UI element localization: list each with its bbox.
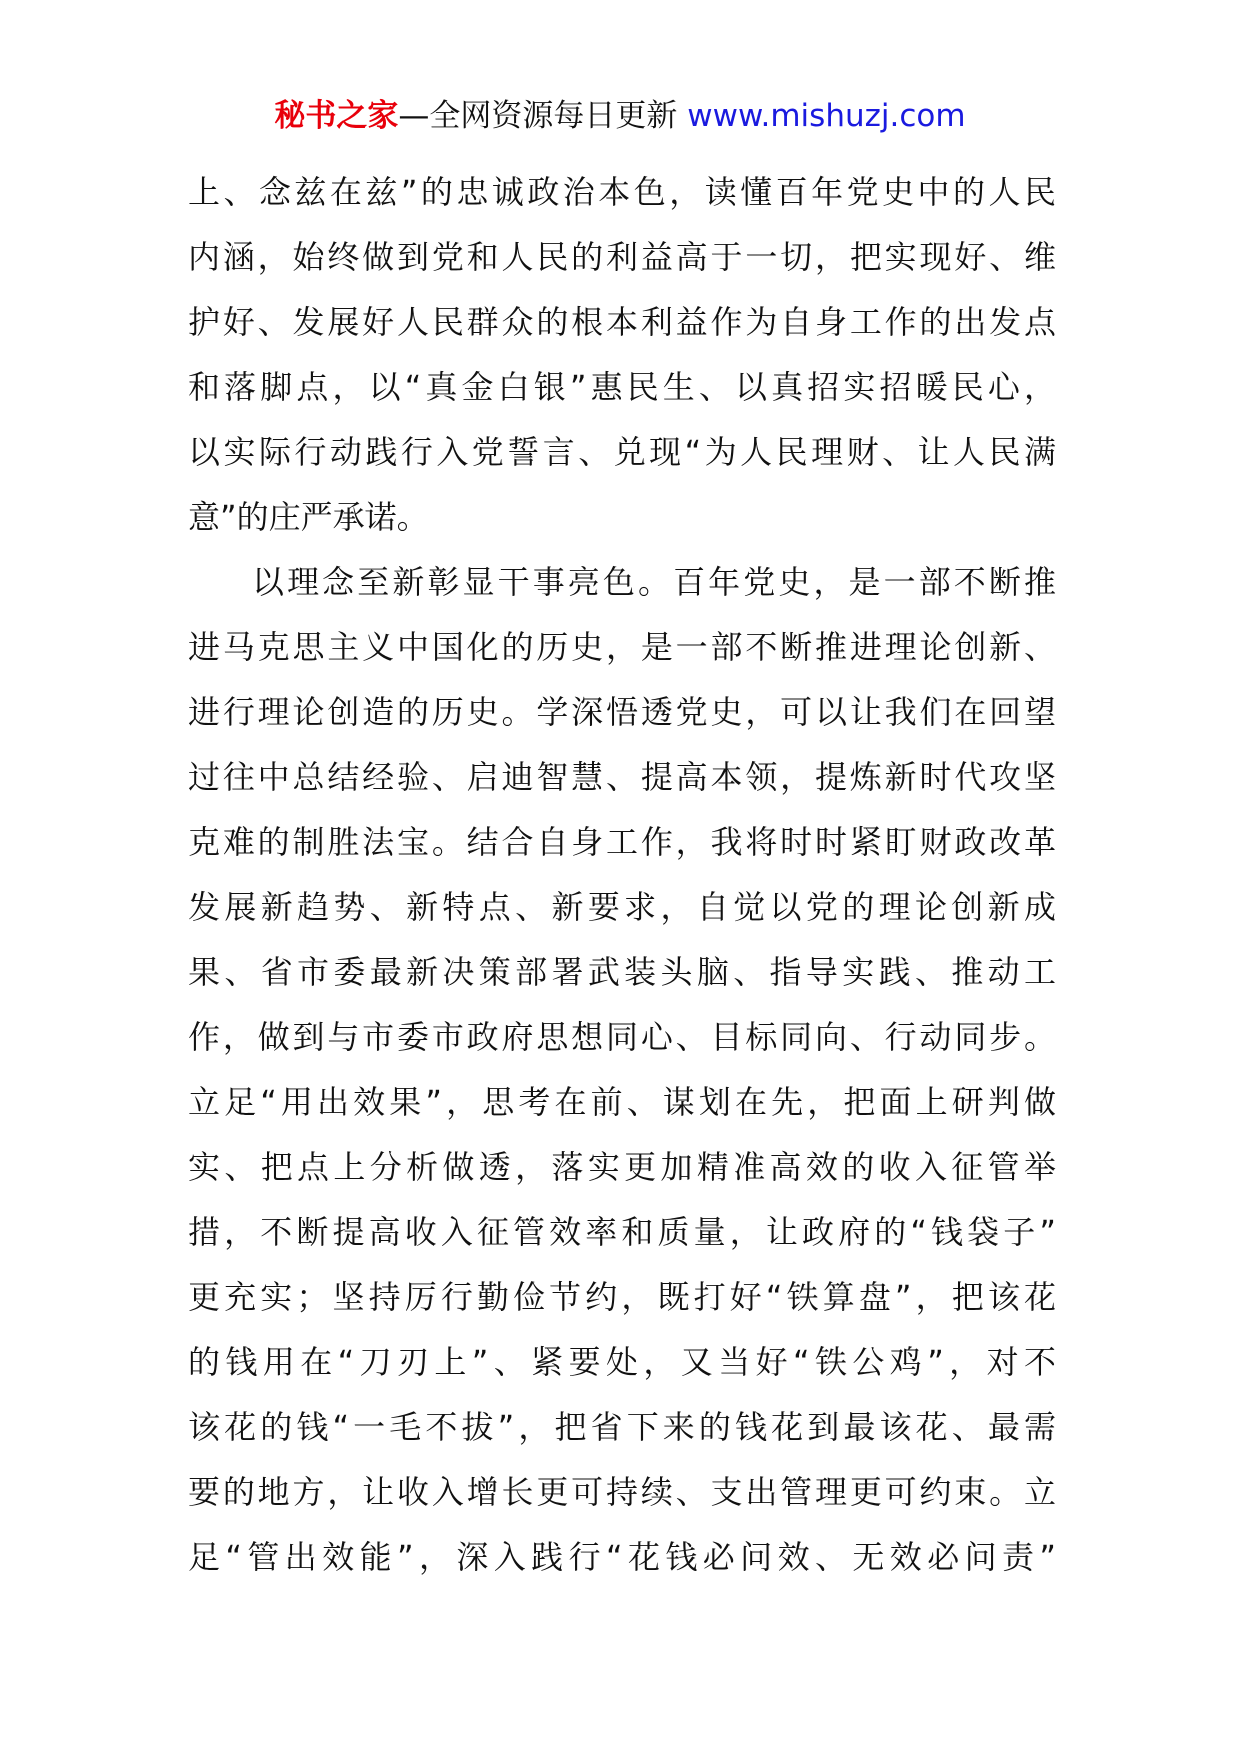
text-line: 以理念至新彰显干事亮色。百年党史，是一部不断推 (252, 563, 1056, 601)
text-line: 更充实；坚持厉行勤俭节约，既打好“铁算盘”，把该花 (188, 1278, 1056, 1316)
text-line: 意”的庄严承诺。 (188, 498, 429, 536)
text-line: 足“管出效能”，深入践行“花钱必问效、无效必问责” (188, 1538, 1056, 1576)
site-url-link[interactable]: www.mishuzj.com (687, 98, 966, 134)
document-body (188, 160, 1056, 1590)
paragraph-2 (188, 550, 1056, 1590)
text-line: 要的地方，让收入增长更可持续、支出管理更可约束。立 (188, 1473, 1056, 1511)
text-line: 措，不断提高收入征管效率和质量，让政府的“钱袋子” (188, 1213, 1056, 1251)
text-line: 进行理论创造的历史。学深悟透党史，可以让我们在回望 (188, 693, 1056, 731)
text-line: 立足“用出效果”，思考在前、谋划在先，把面上研判做 (188, 1083, 1056, 1121)
text-line: 果、省市委最新决策部署武装头脑、指导实践、推动工 (188, 953, 1056, 991)
brand-name: 秘书之家 (274, 98, 399, 134)
text-line: 的钱用在“刀刃上”、紧要处，又当好“铁公鸡”，对不 (188, 1343, 1056, 1381)
site-header (0, 96, 1240, 136)
text-line: 进马克思主义中国化的历史，是一部不断推进理论创新、 (188, 628, 1056, 666)
text-line: 内涵，始终做到党和人民的利益高于一切，把实现好、维 (188, 238, 1056, 276)
paragraph-1 (188, 160, 1056, 550)
text-line: 作，做到与市委市政府思想同心、目标同向、行动同步。 (188, 1018, 1056, 1056)
text-line: 实、把点上分析做透，落实更加精准高效的收入征管举 (188, 1148, 1056, 1186)
text-line: 该花的钱“一毛不拔”，把省下来的钱花到最该花、最需 (188, 1408, 1056, 1446)
text-line: 克难的制胜法宝。结合自身工作，我将时时紧盯财政改革 (188, 823, 1056, 861)
text-line: 上、念兹在兹”的忠诚政治本色，读懂百年党史中的人民 (188, 173, 1056, 211)
header-tagline: —全网资源每日更新 (398, 98, 688, 134)
text-line: 和落脚点，以“真金白银”惠民生、以真招实招暖民心， (188, 368, 1056, 406)
text-line: 护好、发展好人民群众的根本利益作为自身工作的出发点 (188, 303, 1056, 341)
text-line: 以实际行动践行入党誓言、兑现“为人民理财、让人民满 (188, 433, 1056, 471)
text-line: 发展新趋势、新特点、新要求，自觉以党的理论创新成 (188, 888, 1056, 926)
text-line: 过往中总结经验、启迪智慧、提高本领，提炼新时代攻坚 (188, 758, 1056, 796)
